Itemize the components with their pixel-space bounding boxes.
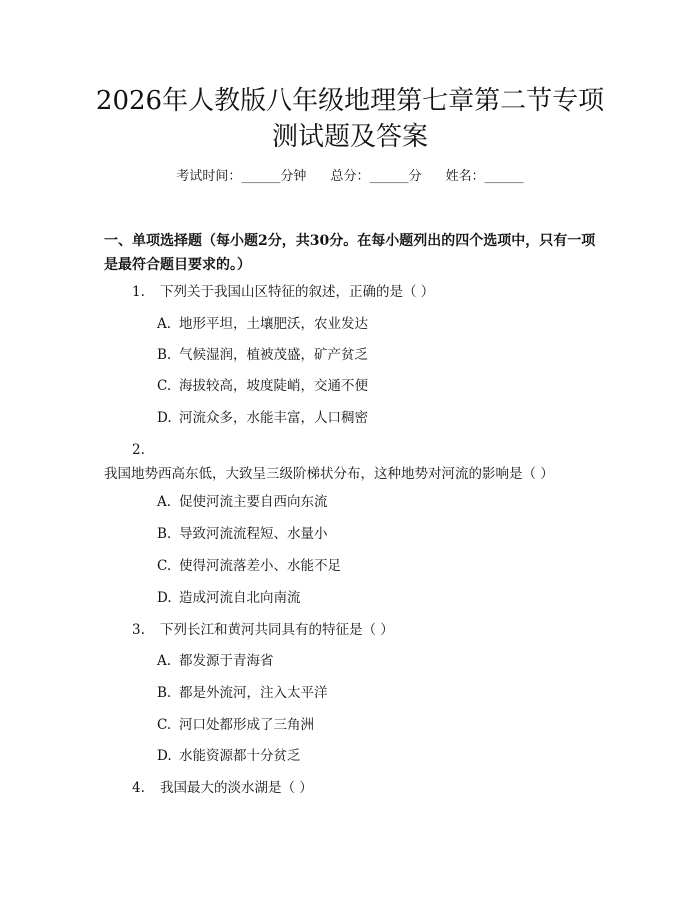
option-letter: C. (157, 558, 172, 574)
question-number: 4. (132, 780, 145, 796)
option-letter: A. (157, 316, 172, 332)
option-text: 造成河流自北向南流 (179, 590, 301, 606)
option-item (157, 651, 274, 671)
option-text: 促使河流主要自西向东流 (179, 494, 328, 510)
question-2 (104, 438, 604, 486)
section-heading: 一、单项选择题（每小题2分，共30分。在每小题列出的四个选项中，只有一项是最符合题目要求的。） (104, 233, 596, 273)
exam-time-field: 考试时间：______分钟 (176, 169, 307, 184)
document-title-line-1: 2026年人教版八年级地理第七章第二节专项 (95, 86, 605, 116)
question-text: 下列关于我国山区特征的叙述，正确的是（ ） (160, 284, 435, 300)
option-text: 气候湿润，植被茂盛，矿产贫乏 (179, 347, 368, 363)
option-text: 河口处都形成了三角洲 (179, 717, 314, 733)
option-text: 都是外流河，注入太平洋 (179, 685, 328, 701)
option-letter: B. (157, 685, 172, 701)
option-item (157, 376, 368, 396)
option-item (157, 588, 301, 608)
question-1 (132, 282, 434, 302)
option-letter: C. (157, 717, 172, 733)
question-number: 2. (132, 442, 145, 458)
option-text: 海拔较高，坡度陡峭，交通不便 (179, 378, 368, 394)
option-text: 导致河流流程短、水量小 (179, 526, 328, 542)
question-4 (132, 778, 313, 798)
option-letter: C. (157, 378, 172, 394)
question-text: 下列长江和黄河共同具有的特征是（ ） (160, 622, 394, 638)
option-item (157, 492, 328, 512)
option-text: 地形平坦，土壤肥沃，农业发达 (179, 316, 368, 332)
option-letter: D. (157, 590, 172, 606)
question-text: 我国地势西高东低，大致呈三级阶梯状分布，这种地势对河流的影响是（ ） (104, 466, 554, 482)
option-item (157, 408, 368, 428)
option-letter: A. (157, 653, 172, 669)
option-item (157, 746, 301, 766)
total-score-field: 总分：______分 (330, 169, 422, 184)
question-3 (132, 620, 394, 640)
option-text: 水能资源都十分贫乏 (179, 748, 301, 764)
option-item (157, 556, 341, 576)
option-item (157, 524, 328, 544)
option-item (157, 683, 328, 703)
option-letter: B. (157, 347, 172, 363)
option-item (157, 314, 368, 334)
document-title-line-2: 测试题及答案 (271, 122, 428, 152)
option-letter: D. (157, 748, 172, 764)
question-number: 1. (132, 284, 145, 300)
option-letter: B. (157, 526, 172, 542)
option-text: 使得河流落差小、水能不足 (179, 558, 341, 574)
option-item (157, 715, 314, 735)
question-text: 我国最大的淡水湖是（ ） (160, 780, 313, 796)
student-name-field: 姓名：______ (445, 169, 524, 184)
option-letter: A. (157, 494, 172, 510)
option-text: 都发源于青海省 (179, 653, 274, 669)
option-letter: D. (157, 410, 172, 426)
question-number: 3. (132, 622, 145, 638)
option-item (157, 345, 368, 365)
option-text: 河流众多，水能丰富，人口稠密 (179, 410, 368, 426)
exam-meta (0, 167, 700, 187)
